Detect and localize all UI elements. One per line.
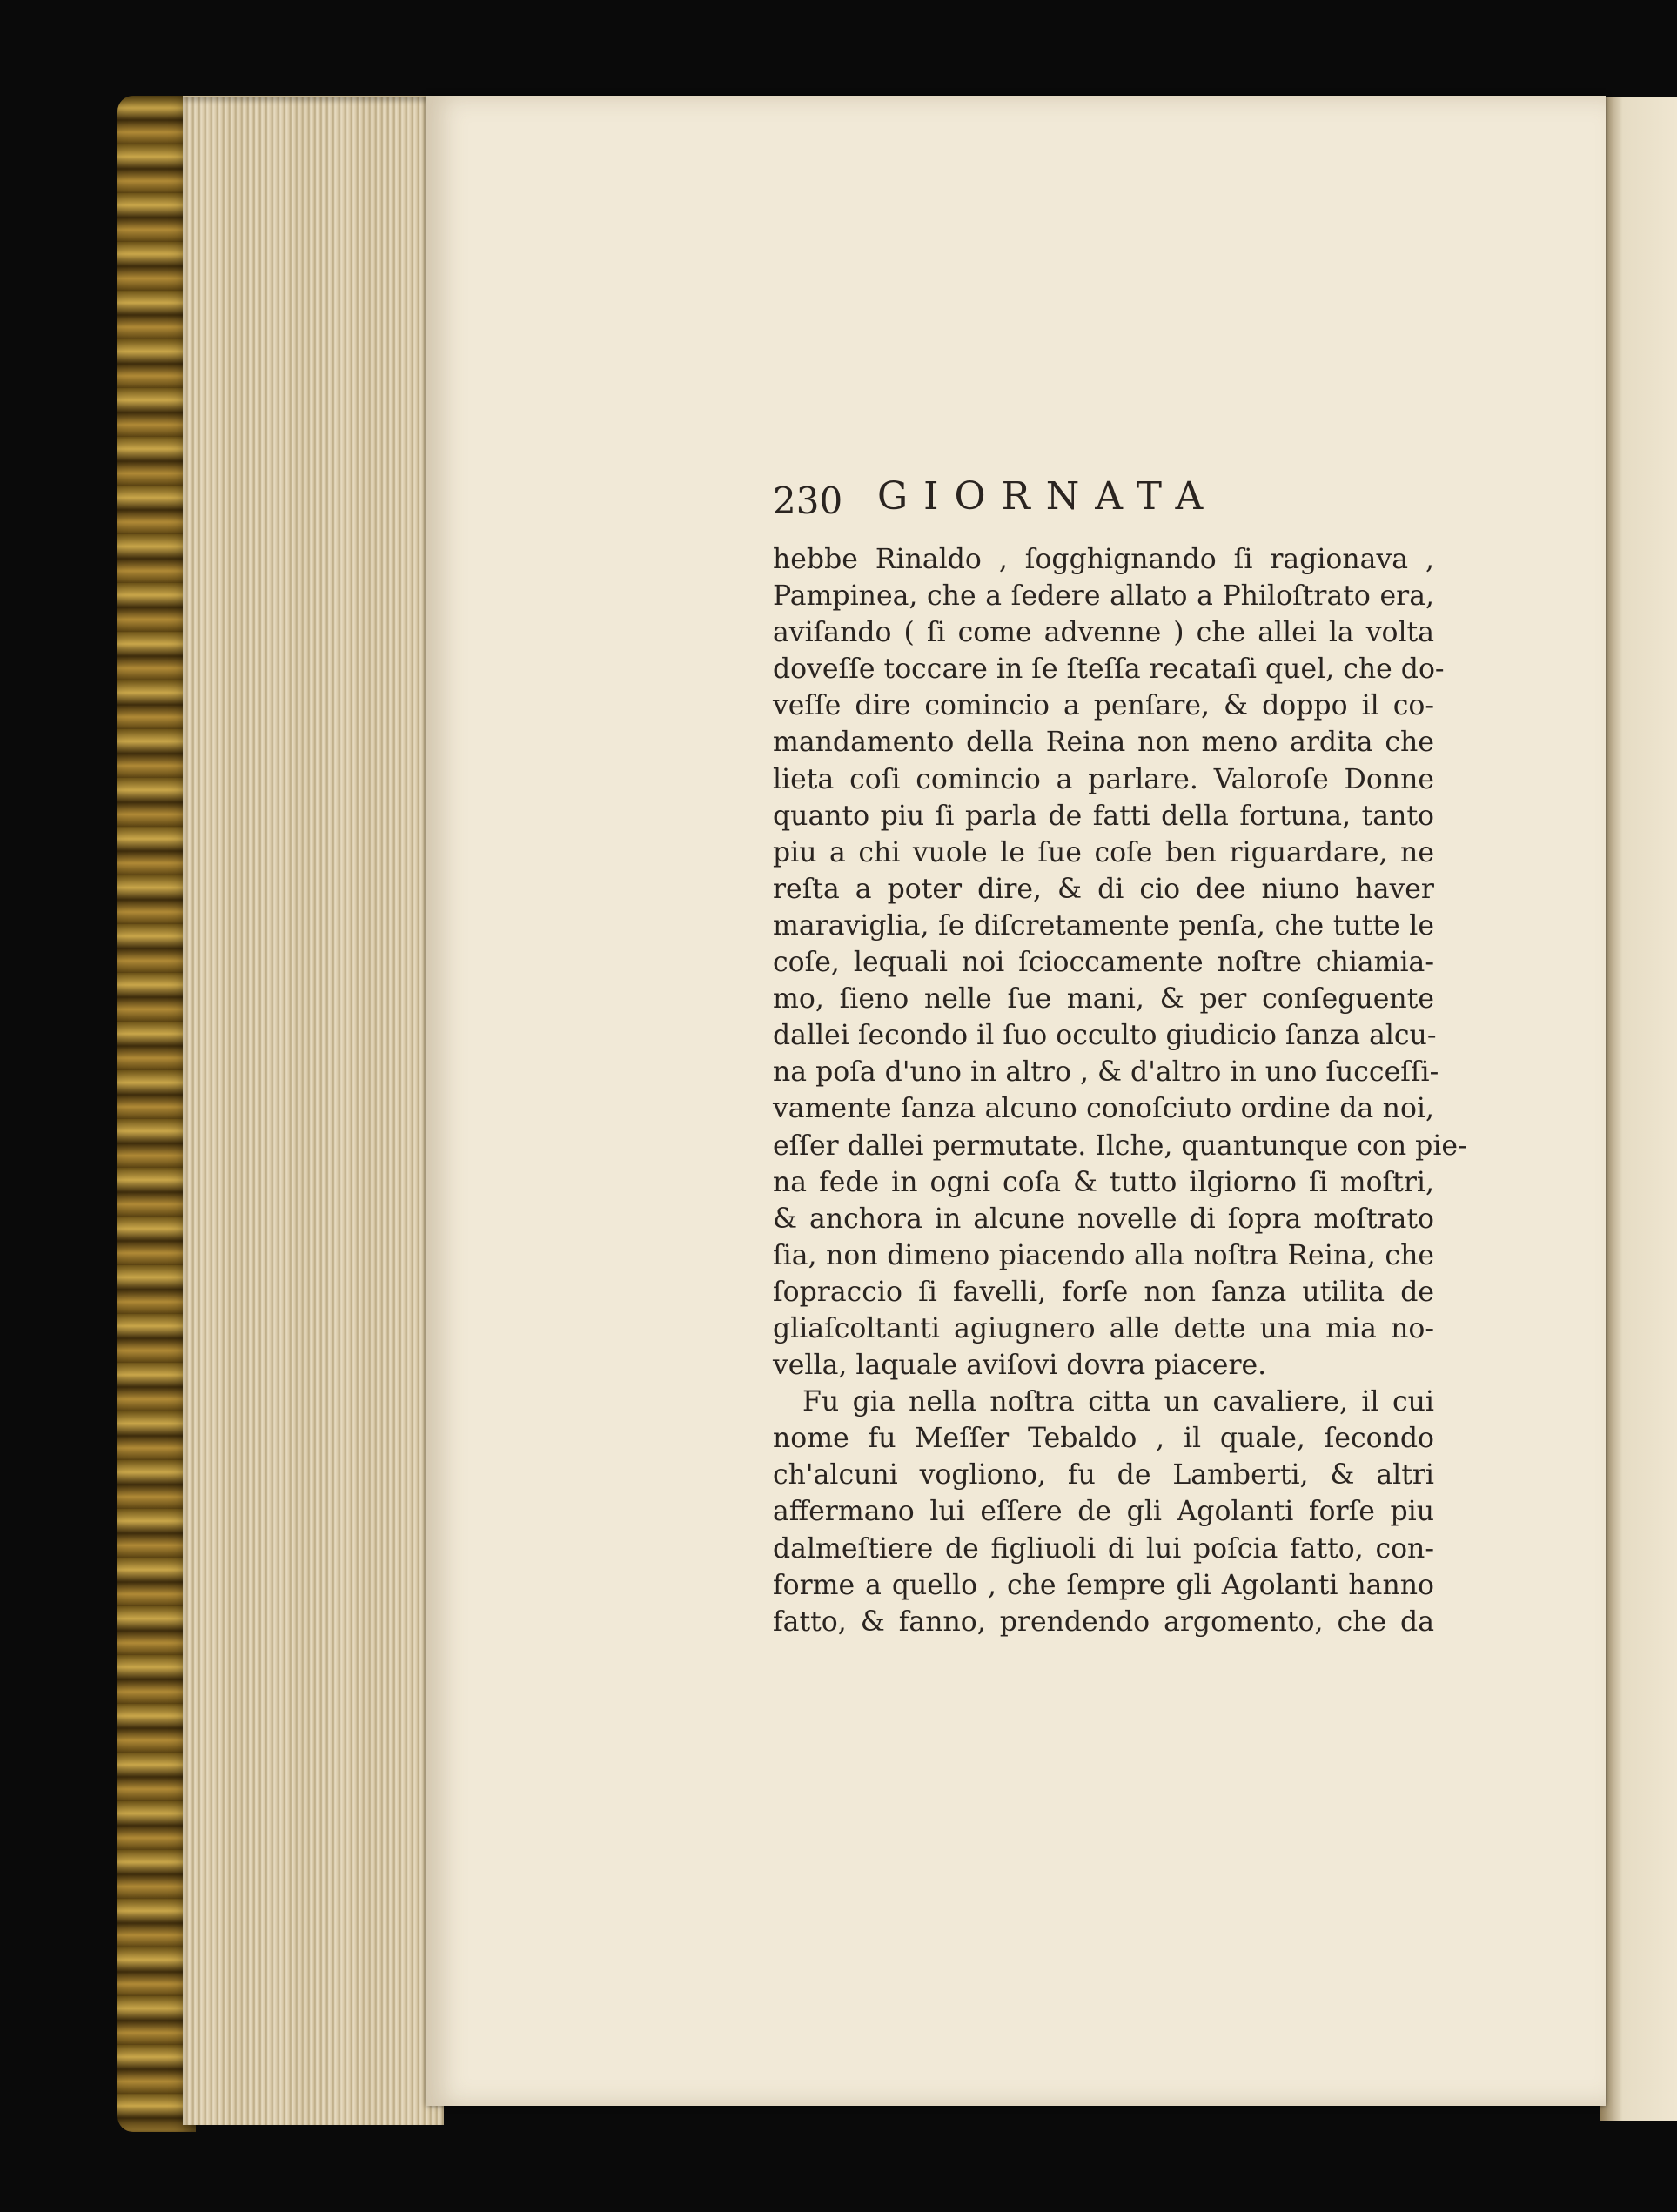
page-header — [773, 474, 1286, 535]
text-line: aviſando ( ſi come advenne ) che allei la volta — [773, 617, 1434, 649]
text-line: Fu gia nella noſtra citta un cavaliere, il cui — [802, 1386, 1434, 1418]
text-line: vella, laquale aviſovi dovra piacere. — [773, 1350, 1267, 1382]
text-line: gliaſcoltanti agiugnero alle dette una mia no- — [773, 1312, 1434, 1344]
text-line: na fede in ogni coſa & tutto ilgiorno ſi moſtri, — [773, 1166, 1434, 1198]
text-line: Pampinea, che a ſedere allato a Philoſtrato era, — [773, 580, 1434, 613]
body-text — [773, 541, 1467, 1640]
page-edges — [183, 96, 444, 2125]
text-line: reſta a poter dire, & di cio dee niuno haver — [773, 873, 1434, 905]
text-line: veſſe dire comincio a penſare, & doppo il co- — [773, 690, 1434, 722]
text-line: hebbe Rinaldo , ſogghignando ſi ragionava , — [773, 544, 1434, 575]
text-line: dalmeſtiere de figliuoli di lui poſcia fatto, con- — [773, 1532, 1434, 1565]
text-line: coſe, lequali noi ſcioccamente noſtre chiamia- — [773, 947, 1434, 979]
text-line: quanto piu ſi parla de fatti della fortuna, tanto — [773, 800, 1434, 832]
text-line: maraviglia, ſe diſcretamente penſa, che tutte le — [773, 909, 1434, 942]
text-line: eſſer dallei permutate. Ilche, quantunque con pie- — [773, 1129, 1467, 1162]
text-line: na poſa d'uno in altro , & d'altro in uno ſucceſſi- — [773, 1056, 1439, 1089]
text-line: dallei ſecondo il ſuo occulto giudicio ſanza alcu- — [773, 1020, 1437, 1052]
text-line: ch'alcuni vogliono, fu de Lamberti, & altri — [773, 1459, 1434, 1491]
facing-page-edge — [1600, 97, 1677, 2121]
text-line: forme a quello , che ſempre gli Agolanti hanno — [773, 1569, 1434, 1601]
text-line: ſia, non dimeno piacendo alla noſtra Reina, che — [773, 1239, 1434, 1271]
text-line: fatto, & fanno, prendendo argomento, che da — [773, 1605, 1434, 1638]
text-line: doveſſe toccare in ſe ſteſſa recataſi quel, che do- — [773, 654, 1445, 686]
text-line: mandamento della Reina non meno ardita che — [773, 727, 1434, 759]
running-title: GIORNATA — [877, 474, 1219, 519]
text-line: piu a chi vuole le ſue coſe ben riguardare, ne — [773, 836, 1434, 868]
text-line: ſopraccio ſi favelli, forſe non ſanza utilita de — [773, 1276, 1434, 1308]
text-line: affermano lui eſſere de gli Agolanti forſe piu — [773, 1496, 1434, 1528]
text-line: nome fu Meſſer Tebaldo , il quale, ſecondo — [773, 1423, 1434, 1455]
text-line: & anchora in alcune novelle di ſopra moſtrato — [773, 1203, 1434, 1235]
text-line: lieta coſi comincio a parlare. Valoroſe Donne — [773, 763, 1434, 795]
text-line: vamente ſanza alcuno conoſciuto ordine da noi, — [773, 1093, 1434, 1125]
text-line: mo, ſieno nelle ſue mani, & per conſeguente — [773, 983, 1434, 1016]
page-number: 230 — [773, 479, 843, 522]
